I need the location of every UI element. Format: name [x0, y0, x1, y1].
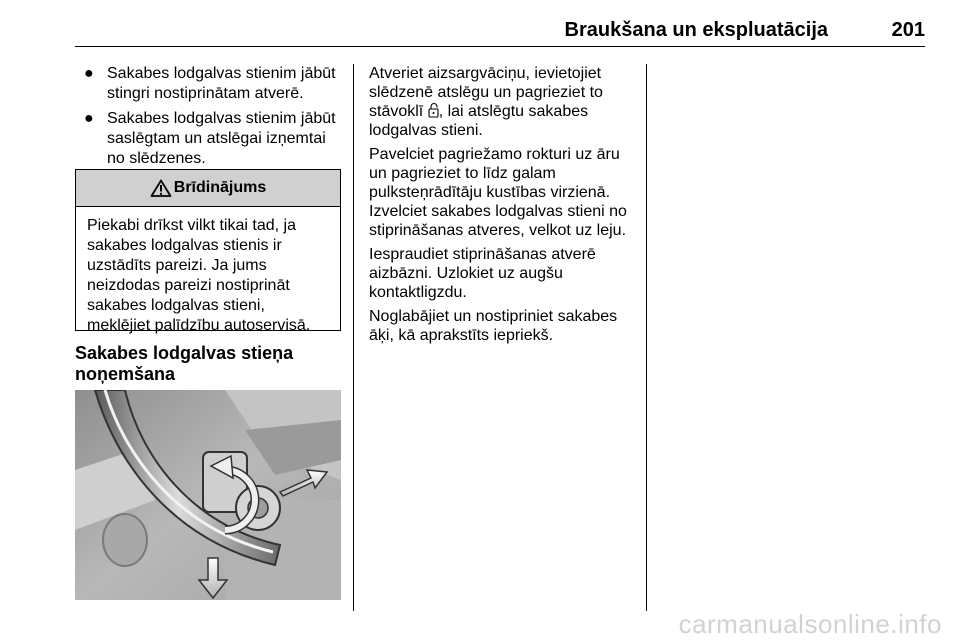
bullet-dot: ●: [84, 110, 94, 127]
warning-triangle-icon: [150, 179, 172, 197]
section-heading: Sakabes lodgalvas stieņa noņemšana: [75, 343, 294, 384]
page-number: 201: [891, 19, 925, 41]
header-rule: [75, 46, 925, 47]
left-column: [75, 64, 341, 174]
list-item: [75, 109, 341, 169]
bullet-dot: ●: [84, 65, 94, 82]
paragraph: Iespraudiet stiprināšanas atverē aizbāzni. Uzlokiet uz augšu kontaktligzdu.: [369, 246, 596, 301]
list-item-text: Sakabes lodgalvas stienim jābūt stingri nostiprinātam atverē.: [107, 65, 336, 102]
warning-title: Brīdinājums: [173, 179, 267, 196]
paragraph-text: Atveriet aizsargvāciņu, ievietojiet slēdzenē atslēgu un pagrieziet to stāvoklī: [369, 65, 603, 120]
column-divider: [646, 64, 647, 611]
list-item-text: Sakabes lodgalvas stienim jābūt saslēgtam un atslēgai izņemtai no slēdzenes.: [107, 110, 336, 167]
warning-box: [75, 169, 341, 334]
unlock-padlock-icon: [428, 102, 439, 118]
tow-bar-removal-illustration: [75, 390, 341, 600]
column-divider: [353, 64, 354, 611]
warning-header: [76, 170, 340, 207]
paragraph-text: , lai atslēgtu sakabes lodgalvas stieni.: [369, 103, 589, 139]
page-title: Braukšana un ekspluatācija: [564, 19, 828, 41]
right-column: [369, 64, 637, 350]
watermark: carmanualsonline.info: [678, 609, 942, 639]
paragraph: [369, 64, 637, 140]
warning-text: Piekabi drīkst vilkt tikai tad, ja sakabes lodgalvas stienis ir uzstādīts pareizi. Ja jums neizdodas pareizi nostiprināt sakabes lodgalvas stieni, meklējiet palīdzību autoservisā.: [87, 217, 311, 334]
page-header: [75, 0, 925, 46]
list-item: [75, 64, 341, 104]
paragraph: Noglabājiet un nostipriniet sakabes āķi, kā aprakstīts iepriekš.: [369, 308, 618, 344]
paragraph: Pavelciet pagriežamo rokturi uz āru un pagrieziet to līdz galam pulksteņrādītāju kustības virzienā. Izvelciet sakabes lodgalvas stieni no stiprināšanas atveres, velkot uz leju.: [369, 146, 627, 239]
